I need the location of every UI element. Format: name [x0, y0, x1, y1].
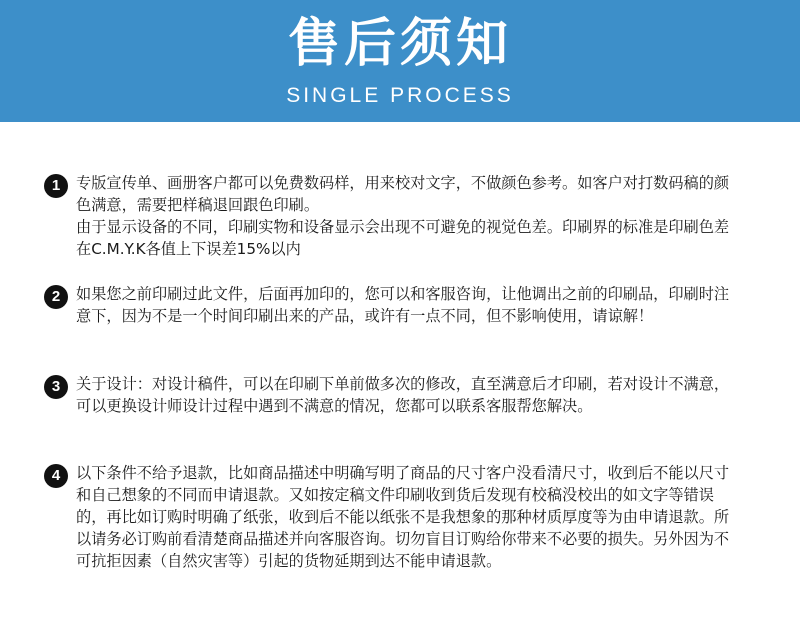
- notice-paragraph: 如果您之前印刷过此文件，后面再加印的，您可以和客服咨询，让他调出之前的印刷品，印刷时注意下，因为不是一个时间印刷出来的产品，或许有一点不同，但不影响使用，请谅解！: [76, 285, 730, 325]
- notice-item-2: [44, 283, 734, 327]
- notice-paragraph: 关于设计：对设计稿件，可以在印刷下单前做多次的修改，直至满意后才印刷，若对设计不满意，可以更换设计师设计过程中遇到不满意的情况，您都可以联系客服帮您解决。: [76, 375, 730, 415]
- number-badge-icon: 1: [44, 174, 68, 198]
- notice-paragraph: 以下条件不给予退款，比如商品描述中明确写明了商品的尺寸客户没看清尺寸，收到后不能以尺寸和自己想象的不同而申请退款。又如按定稿文件印刷收到货后发现有校稿没校出的如文字等错误的，再比如订购时明确了纸张，收到后不能以纸张不是我想象的那种材质厚度等为由申请退款。所以请务必订购前看清楚商品描述并向客服咨询。切勿盲目订购给你带来不必要的损失。另外因为不可抗拒因素（自然灾害等）引起的货物延期到达不能申请退款。: [76, 464, 730, 570]
- notice-paragraph: 由于显示设备的不同，印刷实物和设备显示会出现不可避免的视觉色差。印刷界的标准是印刷色差在C.M.Y.K各值上下误差15%以内: [76, 218, 730, 258]
- notice-item-1: [44, 172, 734, 260]
- notice-item-4: [44, 462, 734, 572]
- page-header: [0, 0, 800, 122]
- notice-text: [76, 373, 734, 417]
- notice-paragraph: 专版宣传单、画册客户都可以免费数码样，用来校对文字，不做颜色参考。如客户对打数码稿的颜色满意，需要把样稿退回跟色印刷。: [76, 174, 730, 214]
- number-badge-icon: 4: [44, 464, 68, 488]
- number-badge-icon: 3: [44, 375, 68, 399]
- notice-text: [76, 462, 734, 572]
- number-badge-icon: 2: [44, 285, 68, 309]
- notice-text: [76, 172, 734, 260]
- notice-item-3: [44, 373, 734, 417]
- page-title: 售后须知: [287, 14, 512, 74]
- notice-text: [76, 283, 734, 327]
- page-subtitle: SINGLE PROCESS: [286, 84, 514, 107]
